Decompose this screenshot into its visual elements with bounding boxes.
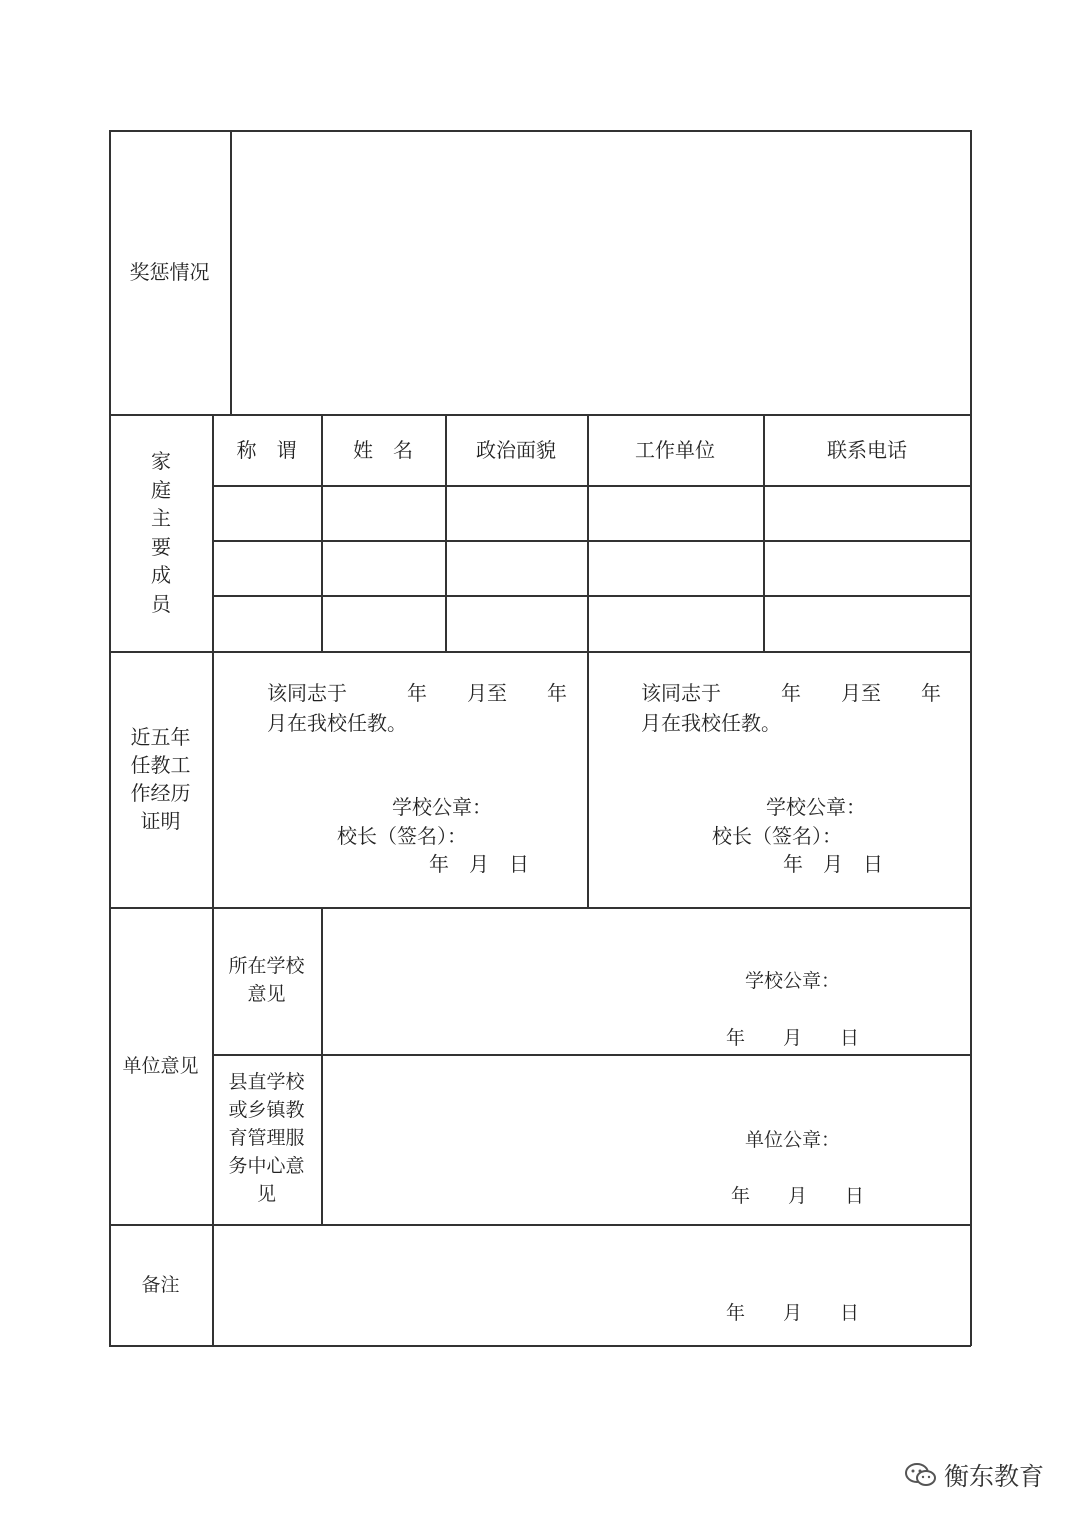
unit-county-label-line-5: 见 <box>256 1183 276 1205</box>
registration-form-table <box>109 130 971 1346</box>
teaching-right-line2: 月在我校任教。 <box>641 711 781 735</box>
watermark-text: 衡东教育 <box>943 1462 1044 1491</box>
border-top <box>109 130 971 132</box>
divider-family <box>109 651 971 653</box>
rewards-label-divider <box>230 130 232 415</box>
divider-remarks <box>109 1224 971 1226</box>
remarks-date: 年 月 日 <box>726 1302 860 1324</box>
teaching-right-line1: 该同志于 年 月至 年 <box>641 681 941 705</box>
unit-school-label-line-2: 意见 <box>247 983 286 1005</box>
family-label: 家庭主要成员 <box>151 449 171 616</box>
teaching-label-line-3: 作经历 <box>130 781 191 805</box>
wechat-icon <box>904 1461 938 1489</box>
remarks-label: 备注 <box>141 1274 180 1296</box>
teaching-left-seal: 学校公章： <box>392 795 492 819</box>
rewards-label: 奖惩情况 <box>129 260 210 284</box>
border-right <box>970 130 972 1346</box>
unit-county-seal: 单位公章： <box>745 1129 841 1151</box>
unit-school-label-line-1: 所在学校 <box>228 955 305 977</box>
divider-rewards <box>109 414 971 416</box>
divider-family-row2 <box>212 595 971 597</box>
unit-col-divider <box>321 907 323 1224</box>
family-header-relation: 称 谓 <box>236 438 297 462</box>
teaching-left-principal: 校长（签名）： <box>337 824 467 848</box>
teaching-right-seal: 学校公章： <box>766 795 866 819</box>
unit-county-label-line-4: 务中心意 <box>228 1155 305 1177</box>
unit-school-seal: 学校公章： <box>745 970 841 992</box>
teaching-right-principal: 校长（签名）： <box>712 824 842 848</box>
rewards-content-area[interactable] <box>233 133 967 412</box>
family-header-name: 姓 名 <box>353 438 413 462</box>
divider-teaching <box>109 907 971 909</box>
teaching-right-date: 年 月 日 <box>783 852 883 876</box>
divider-family-header <box>212 485 971 487</box>
divider-unit <box>212 1054 971 1056</box>
teaching-left-date: 年 月 日 <box>429 852 529 876</box>
teaching-left-line2: 月在我校任教。 <box>267 711 407 735</box>
teaching-left-line1: 该同志于 年 月至 年 <box>267 681 567 705</box>
family-header-workplace: 工作单位 <box>635 438 715 462</box>
unit-county-date: 年 月 日 <box>731 1185 865 1207</box>
divider-family-row1 <box>212 540 971 542</box>
teaching-col-divider <box>587 651 589 907</box>
unit-label: 单位意见 <box>122 1055 199 1077</box>
family-header-phone: 联系电话 <box>827 438 907 462</box>
unit-county-label-line-1: 县直学校 <box>228 1071 305 1093</box>
watermark <box>904 1457 1044 1493</box>
unit-school-date: 年 月 日 <box>726 1027 860 1049</box>
unit-county-label-line-2: 或乡镇教 <box>228 1099 305 1121</box>
teaching-label-line-2: 任教工 <box>130 753 191 777</box>
unit-county-label-line-3: 育管理服 <box>228 1127 305 1149</box>
teaching-label-line-1: 近五年 <box>130 725 191 749</box>
teaching-label-line-4: 证明 <box>140 809 181 833</box>
family-header-political: 政治面貌 <box>476 438 556 462</box>
border-bottom <box>109 1345 971 1347</box>
